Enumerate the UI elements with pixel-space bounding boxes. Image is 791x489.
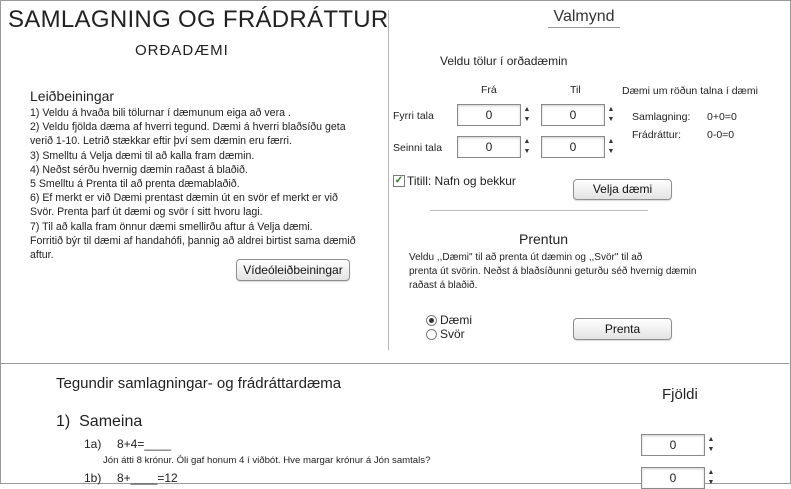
- first-number-label: Fyrri tala: [393, 110, 434, 122]
- stepper-value[interactable]: 0: [541, 136, 605, 158]
- item-1b-count-stepper[interactable]: [641, 467, 717, 489]
- item-expression: 8+4=____: [117, 437, 172, 451]
- item-code: 1a): [84, 437, 102, 451]
- print-heading: Prentun: [519, 231, 569, 247]
- print-text-line: prenta út svörin. Neðst á blaðsíðunni geturðu séð hvernig dæmin: [409, 266, 697, 277]
- print-button[interactable]: Prenta: [573, 318, 672, 340]
- subtraction-label: Frádráttur:: [632, 129, 682, 141]
- stepper-arrows-icon[interactable]: ▲ ▼: [607, 138, 615, 155]
- instruction-line: 3) Smelltu á Velja dæmi til að kalla fram dæmin.: [30, 149, 255, 162]
- page-subtitle: ORÐADÆMI: [135, 42, 229, 59]
- subtraction-example: 0-0=0: [707, 129, 735, 141]
- stepper-value[interactable]: 0: [457, 136, 521, 158]
- stepper-arrows-icon[interactable]: ▲ ▼: [707, 436, 715, 453]
- stepper-value[interactable]: 0: [641, 467, 705, 489]
- instruction-line: aftur.: [30, 249, 54, 262]
- instructions-text: [30, 106, 380, 262]
- menu-separator: [430, 210, 648, 211]
- instruction-line: 2) Veldu fjölda dæma af hverri tegund. Dæmi á hverri blaðsíðu geta: [30, 121, 346, 134]
- print-text-line: Veldu ,,Dæmi" til að prenta út dæmin og ,,Svör" til að: [409, 252, 643, 263]
- instruction-line: Svör. Prenta þarf út dæmi og svör í sitt hvoru lagi.: [30, 206, 263, 219]
- stepper-arrows-icon[interactable]: ▲ ▼: [607, 106, 615, 123]
- section-title: 1) Sameina: [56, 413, 143, 430]
- from-column-label: Frá: [481, 84, 497, 96]
- title-checkbox[interactable]: ✓: [394, 175, 404, 186]
- first-number-from-stepper[interactable]: [457, 104, 533, 126]
- stepper-arrows-icon[interactable]: ▲ ▼: [707, 469, 715, 486]
- instruction-line: 1) Veldu á hvaða bili tölurnar í dæmunum eiga að vera .: [30, 107, 291, 119]
- stepper-value[interactable]: 0: [541, 104, 605, 126]
- count-heading: Fjöldi: [662, 386, 698, 403]
- menu-title: Valmynd: [548, 8, 620, 28]
- problems-radio[interactable]: [426, 315, 437, 326]
- item-word-problem: Jón átti 8 krónur. Óli gaf honum 4 í viðbót. Hve margar krónur á Jón samtals?: [103, 455, 431, 466]
- second-number-from-stepper[interactable]: [457, 136, 533, 158]
- order-example-label: Dæmi um röðun talna í dæmi: [622, 85, 758, 97]
- print-instructions: [409, 251, 696, 293]
- video-instructions-button[interactable]: Vídeóleiðbeiningar: [236, 259, 350, 281]
- second-number-to-stepper[interactable]: [541, 136, 617, 158]
- print-text-line: raðast á blaðið.: [409, 280, 478, 291]
- answers-radio[interactable]: [426, 329, 437, 340]
- column-divider: [388, 10, 389, 350]
- title-checkbox-label: Titill: Nafn og bekkur: [407, 174, 516, 188]
- addition-label: Samlagning:: [632, 111, 691, 123]
- stepper-arrows-icon[interactable]: ▲ ▼: [523, 138, 531, 155]
- item-expression: 8+____=12: [117, 471, 178, 485]
- stepper-value[interactable]: 0: [457, 104, 521, 126]
- item-code: 1b): [84, 471, 102, 485]
- instruction-line: 7) Til að kalla fram önnur dæmi smellirðu aftur á Velja dæmi.: [30, 220, 313, 233]
- first-number-to-stepper[interactable]: [541, 104, 617, 126]
- addition-example: 0+0=0: [707, 111, 737, 123]
- instruction-line: 6) Ef merkt er við Dæmi prentast dæmin út en svör ef merkt er við: [30, 192, 338, 205]
- instruction-line: 5 Smelltu á Prenta til að prenta dæmablaðið.: [30, 178, 240, 191]
- stepper-arrows-icon[interactable]: ▲ ▼: [523, 106, 531, 123]
- types-heading: Tegundir samlagningar- og frádráttardæma: [56, 375, 342, 392]
- stepper-value[interactable]: 0: [641, 434, 705, 456]
- instruction-line: verið 1-10. Letrið stækkar eftir því sem dæmin eru færri.: [30, 135, 292, 148]
- instruction-line: 4) Neðst sérðu hvernig dæmin raðast á blaðið.: [30, 163, 248, 176]
- instructions-heading: Leiðbeiningar: [30, 88, 115, 104]
- answers-radio-label: Svör: [440, 327, 465, 341]
- to-column-label: Til: [570, 84, 581, 96]
- problems-radio-label: Dæmi: [440, 313, 472, 327]
- choose-problems-button[interactable]: Velja dæmi: [573, 179, 672, 200]
- page-title: SAMLAGNING OG FRÁDRÁTTUR: [8, 6, 389, 33]
- second-number-label: Seinni tala: [393, 142, 443, 154]
- section-divider: [1, 363, 789, 364]
- instruction-line: Forritið býr til dæmi af handahófi, þannig að aldrei birtist sama dæmið: [30, 234, 356, 247]
- choose-numbers-label: Veldu tölur í orðadæmin: [440, 54, 568, 68]
- item-1a-count-stepper[interactable]: [641, 434, 717, 456]
